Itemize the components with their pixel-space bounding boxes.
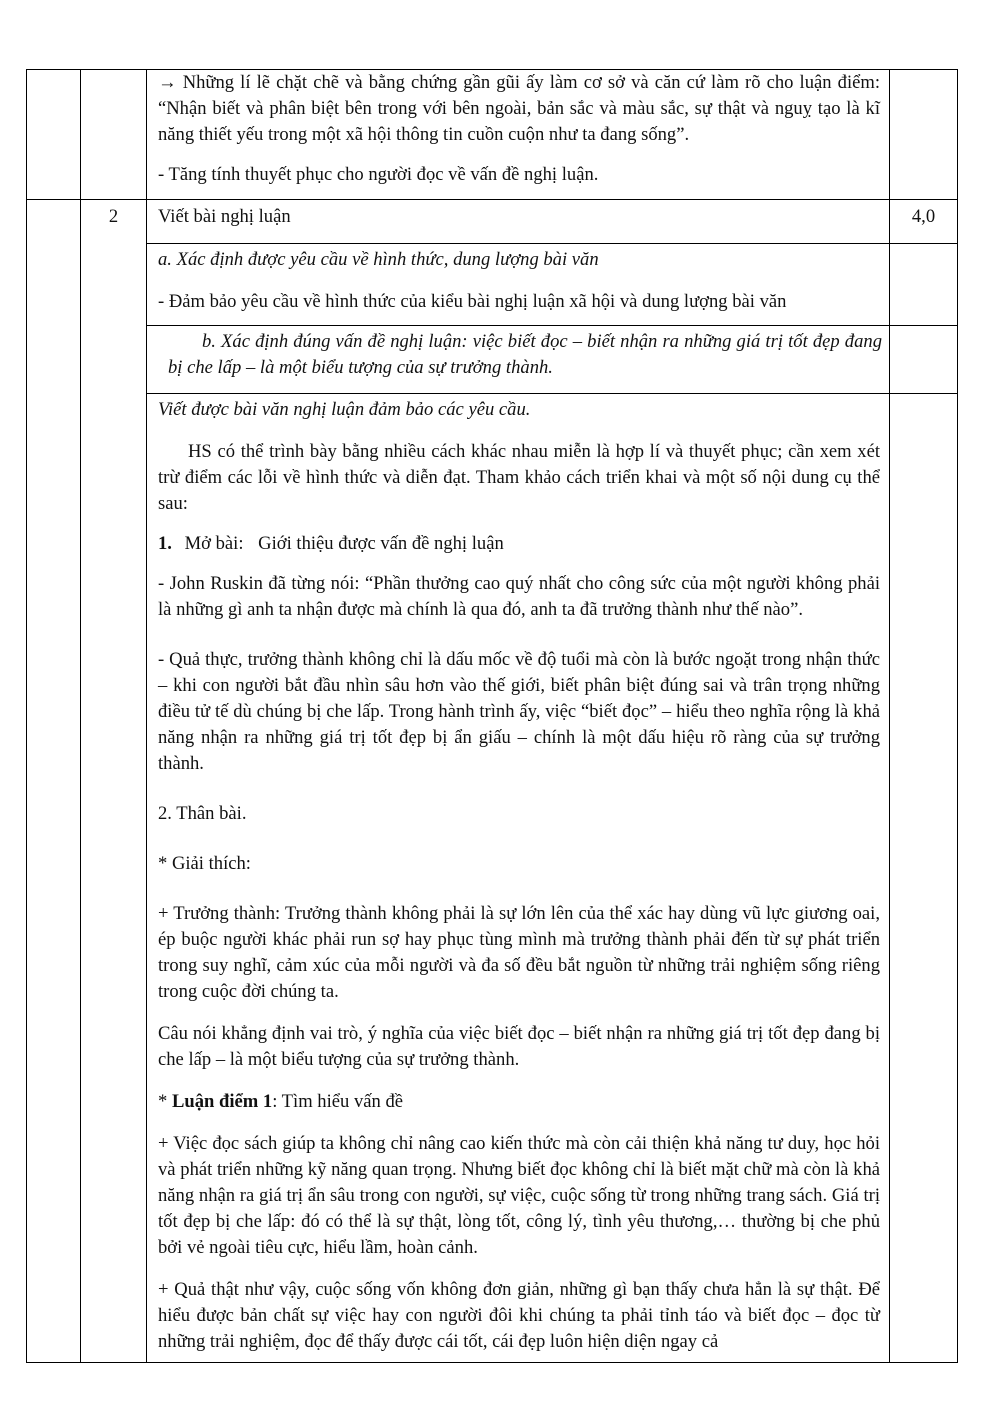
intro-number: 1.	[158, 533, 172, 554]
score-value: 4,0	[911, 206, 936, 227]
body-heading: 2. Thân bài.	[158, 803, 247, 824]
argument-1-heading	[158, 1089, 880, 1115]
argument-1-paragraph-2: + Quả thật như vậy, cuộc sống vốn không đơn giản, những gì bạn thấy chưa hẳn là sự thật. Để hiểu được bản chất sự việc hay con người đôi khi chúng ta phải tỉnh táo và biết đọc – đọc từ những trải nghiệm, đọc để thấy được cái tốt, cái đẹp luôn hiện diện ngay cả	[158, 1279, 880, 1352]
table-divider-col3	[889, 69, 890, 1363]
essay-guide-cell	[158, 397, 880, 1355]
table-row-separator	[146, 325, 958, 326]
intro-quote-paragraph: - John Ruskin đã từng nói: “Phần thưởng cao quý nhất cho công sức của một người không phải là những gì anh ta nhận được mà chính là qua đó, anh ta đã trưởng thành như thế nào”.	[158, 573, 880, 620]
criterion-b-text: b. Xác định đúng vấn đề nghị luận: việc biết đọc – biết nhận ra những giá trị tốt đẹp đang bị che lấp – là một biểu tượng của sự trưởng thành.	[168, 331, 882, 378]
intro-label: Mở bài:	[184, 533, 244, 554]
intro-heading	[158, 531, 880, 557]
argument-1-paragraph-1: + Việc đọc sách giúp ta không chỉ nâng cao kiến thức mà còn cải thiện khả năng tư duy, học hỏi và phát triển những kỹ năng quan trọng. Nhưng biết đọc không chỉ là biết mặt chữ mà còn là khả năng nhận ra giá trị ẩn sâu trong con người, sự việc, cuộc sống từ trong những trang sách. Giá trị tốt đẹp bị che lấp: đó có thể là sự thật, lòng tốt, công lý, tình yêu thương,… thường bị che phủ bởi vẻ ngoài tiêu cực, hiểu lầm, hoàn cảnh.	[158, 1133, 880, 1258]
content-cell	[158, 70, 880, 188]
statement-paragraph: Câu nói khẳng định vai trò, ý nghĩa của việc biết đọc – biết nhận ra những giá trị tốt đẹp đang bị che lấp – là một biểu tượng của sự trưởng thành.	[158, 1023, 880, 1070]
table-row-separator	[146, 243, 958, 244]
intro-description: Giới thiệu được vấn đề nghị luận	[258, 533, 504, 554]
persuasion-paragraph: - Tăng tính thuyết phục cho người đọc về vấn đề nghị luận.	[158, 164, 599, 185]
table-row-separator	[26, 199, 958, 200]
argument-1-prefix: *	[158, 1091, 172, 1112]
criterion-a-heading: a. Xác định được yêu cầu về hình thức, dung lượng bài văn	[158, 249, 599, 270]
table-border-bottom	[26, 1362, 958, 1363]
explanation-heading: * Giải thích:	[158, 853, 251, 874]
argument-1-topic: : Tìm hiểu vấn đề	[272, 1091, 404, 1112]
essay-requirement: Viết được bài văn nghị luận đảm bảo các yêu cầu.	[158, 399, 531, 420]
criterion-b	[168, 329, 882, 381]
content-cell	[158, 247, 880, 315]
explanation-paragraph: + Trưởng thành: Trưởng thành không phải là sự lớn lên của thể xác hay dùng vũ lực giương oai, ép buộc người khác phải run sợ hay phục tùng mình mà trưởng thành phải đến từ sự phát triển trong suy nghĩ, cảm xúc của mỗi người và đa số đều bắt nguồn từ những trải nghiệm sống riêng trong cuộc đời chúng ta.	[158, 903, 880, 1002]
argument-1-label: Luận điểm 1	[171, 1091, 273, 1112]
criterion-a-detail: - Đảm bảo yêu cầu về hình thức của kiểu bài nghị luận xã hội và dung lượng bài văn	[158, 291, 787, 312]
table-divider-col1	[80, 69, 81, 1363]
essay-instructions: HS có thể trình bày bằng nhiều cách khác nhau miễn là hợp lí và thuyết phục; cần xem xét trừ điểm các lỗi về hình thức và diễn đạt. Tham khảo cách triển khai và một số nội dung cụ thể sau:	[158, 441, 880, 514]
conclusion-paragraph: → Những lí lẽ chặt chẽ và bằng chứng gần gũi ấy làm cơ sở và căn cứ làm rõ cho luận điểm: “Nhận biết và phân biệt bên trong với bên ngoài, bản sắc và màu sắc, sự thật và nguỵ tạo là kĩ năng thiết yếu trong một xã hội thông tin cuồn cuộn như ta đang sống”.	[158, 72, 880, 145]
question-title: Viết bài nghị luận	[158, 206, 291, 227]
intro-analysis-paragraph: - Quả thực, trưởng thành không chỉ là dấu mốc về độ tuổi mà còn là bước ngoặt trong nhận thức – khi con người bắt đầu nhìn sâu hơn vào thế giới, biết phân biệt đúng sai và trân trọng những điều tử tế dù chúng bị che lấp. Trong hành trình ấy, việc “biết đọc” – hiểu theo nghĩa rộng là khả năng nhận ra những giá trị tốt đẹp bị ẩn giấu – chính là một dấu hiệu rõ ràng của sự trưởng thành.	[158, 649, 880, 774]
table-border-right	[957, 69, 958, 1363]
table-border-left	[26, 69, 27, 1363]
table-divider-col2	[146, 69, 147, 1363]
question-number: 2	[108, 206, 119, 227]
table-row-separator	[146, 393, 958, 394]
